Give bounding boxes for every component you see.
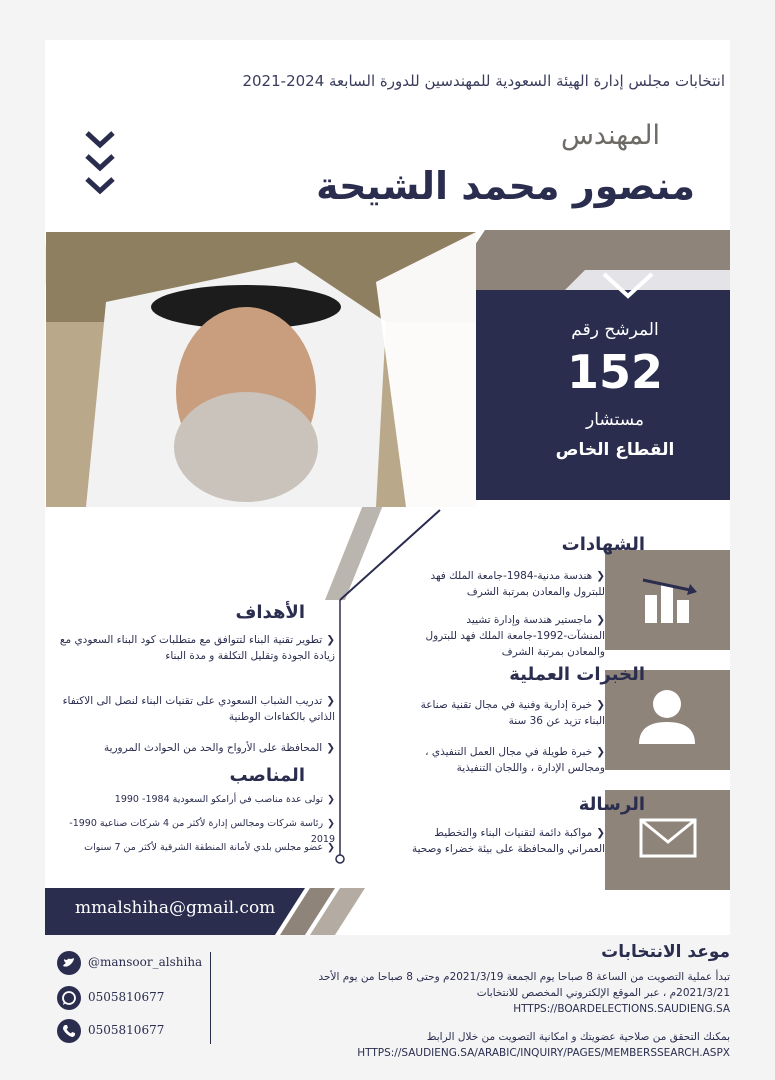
chevron-down-icon xyxy=(84,153,116,173)
list-item: ❮ماجستير هندسة وإدارة تشييد المنشآت-1992-جامعة الملك فهد للبترول والمعادن بمرتبة الشرف xyxy=(425,614,605,658)
list-item: ❮هندسة مدنية-1984-جامعة الملك فهد للبترول والمعادن بمرتبة الشرف xyxy=(430,570,605,598)
voting-url-2[interactable]: HTTPS://SAUDIENG.SA/ARABIC/INQUIRY/PAGES/MEMBERSSEARCH.ASPX xyxy=(357,1047,730,1059)
twitter-icon xyxy=(57,951,81,975)
twitter-handle[interactable]: @mansoor_alshiha xyxy=(88,955,203,969)
list-item: ❮تطوير تقنية البناء لتتوافق مع متطلبات كود البناء السعودي مع زيادة الجودة وتقليل التكلفة و مدة البناء xyxy=(59,634,335,662)
voting-line-1: تبدأ عملية التصويت من الساعة 8 صباحا يوم الجمعة 2021/3/19م وحتى 8 صباحا من يوم الأحد xyxy=(318,971,730,983)
contact-divider xyxy=(210,952,211,1044)
item-text: مواكبة دائمة لتقنيات البناء والتخطيط العمراني والمحافظة على بيئة خضراء وصحية xyxy=(411,827,605,855)
whatsapp-icon xyxy=(57,986,81,1010)
email-address[interactable]: mmalshiha@gmail.com xyxy=(75,898,276,918)
item-text: تطوير تقنية البناء لتتوافق مع متطلبات كود البناء السعودي مع زيادة الجودة وتقليل التكلفة و مدة البناء xyxy=(59,634,335,662)
phone-icon xyxy=(57,1019,81,1043)
candidate-number: 152 xyxy=(566,345,664,399)
voting-line-3: بمكنك التحقق من صلاحية عضويتك و امكانية التصويت من خلال الرابط xyxy=(426,1031,730,1043)
item-text: المحافظة على الأرواح والحد من الحوادث المرورية xyxy=(103,742,323,754)
candidate-number-label: المرشح رقم xyxy=(571,320,659,340)
user-icon xyxy=(605,670,730,770)
certificates-icon-box xyxy=(605,550,730,650)
list-item: ❮مواكبة دائمة لتقنيات البناء والتخطيط العمراني والمحافظة على بيئة خضراء وصحية xyxy=(411,827,605,855)
experience-icon-box xyxy=(605,670,730,770)
header-title: انتخابات مجلس إدارة الهيئة السعودية للمهندسين للدورة السابعة 2024-2021 xyxy=(242,72,725,90)
engineer-prefix: المهندس xyxy=(560,120,660,151)
item-text: هندسة مدنية-1984-جامعة الملك فهد للبترول والمعادن بمرتبة الشرف xyxy=(430,570,605,598)
chevron-down-icon xyxy=(84,130,116,150)
list-item: ❮خبرة إدارية وفنية في مجال تقنية صناعة البناء تزيد عن 36 سنة xyxy=(420,699,605,727)
whatsapp-number[interactable]: 0505810677 xyxy=(88,990,165,1004)
list-item: ❮تولى عدة مناصب في أرامكو السعودية 1984- 1990 xyxy=(114,794,335,805)
bar-chart-icon xyxy=(605,550,730,650)
positions-title: المناصب xyxy=(229,765,305,786)
list-item: ❮المحافظة على الأرواح والحد من الحوادث المرورية xyxy=(103,742,335,754)
phone-number[interactable]: 0505810677 xyxy=(88,1023,165,1037)
candidate-sector: القطاع الخاص xyxy=(555,440,675,460)
certificates-title: الشهادات xyxy=(561,534,645,555)
list-item: ❮خبرة طويلة في مجال العمل التنفيذي ، ومجالس الإدارة ، واللجان التنفيذية xyxy=(425,746,605,774)
candidate-role: مستشار xyxy=(586,410,644,430)
candidate-photo xyxy=(46,232,476,507)
item-text: خبرة إدارية وفنية في مجال تقنية صناعة البناء تزيد عن 36 سنة xyxy=(420,699,605,727)
voting-title: موعد الانتخابات xyxy=(601,942,730,962)
goals-title: الأهداف xyxy=(235,602,305,623)
list-item: ❮رئاسة شركات ومجالس إدارة لأكثر من 4 شركات صناعية 1990- 2019 xyxy=(69,818,335,845)
list-item: ❮تدريب الشباب السعودي على تقنيات البناء لنصل الى الاكتفاء الذاتي بالكفاءات الوطنية xyxy=(62,695,335,723)
list-item: ❮عضو مجلس بلدي لأمانة المنطقة الشرقية لأكثر من 7 سنوات xyxy=(84,842,335,853)
chevron-down-icon xyxy=(84,176,116,196)
item-text: تدريب الشباب السعودي على تقنيات البناء لنصل الى الاكتفاء الذاتي بالكفاءات الوطنية xyxy=(62,695,335,723)
experience-title: الخبرات العملية xyxy=(509,664,645,685)
voting-url-1[interactable]: HTTPS://BOARDELECTIONS.SAUDIENG.SA xyxy=(513,1003,730,1015)
candidate-name: منصور محمد الشيحة xyxy=(316,164,695,208)
voting-line-2: 2021/3/21م ، عبر الموقع الإلكتروني المخصص للانتخابات xyxy=(476,987,730,999)
item-text: خبرة طويلة في مجال العمل التنفيذي ، ومجالس الإدارة ، واللجان التنفيذية xyxy=(425,746,605,774)
item-text: عضو مجلس بلدي لأمانة المنطقة الشرقية لأكثر من 7 سنوات xyxy=(84,842,324,853)
chevron-down-icon xyxy=(598,268,658,302)
message-title: الرسالة xyxy=(578,794,645,815)
item-text: ماجستير هندسة وإدارة تشييد المنشآت-1992-جامعة الملك فهد للبترول والمعادن بمرتبة الشرف xyxy=(425,614,605,658)
item-text: تولى عدة مناصب في أرامكو السعودية 1984- 1990 xyxy=(114,794,324,805)
item-text: رئاسة شركات ومجالس إدارة لأكثر من 4 شركات صناعية 1990- 2019 xyxy=(69,818,335,845)
